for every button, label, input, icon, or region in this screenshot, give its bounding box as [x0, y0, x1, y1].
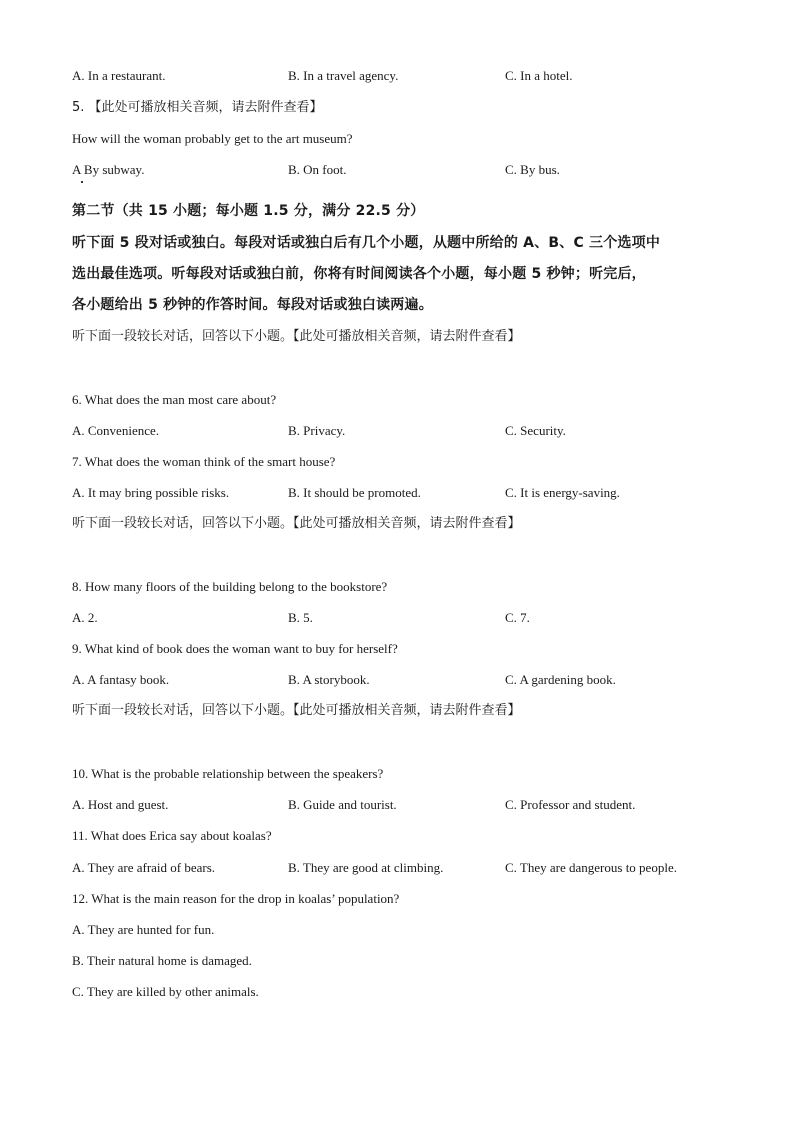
q4-options: [0, 68, 794, 84]
q5-option-b: B. On foot.: [288, 162, 347, 177]
q8-question: 8. How many floors of the building belong to the bookstore?: [72, 579, 388, 594]
q9-options: [0, 672, 794, 688]
q7-options: [0, 485, 794, 501]
audio-note-1[interactable]: 听下面一段较长对话，回答以下小题。【此处可播放相关音频，请去附件查看】: [72, 329, 521, 344]
q11-option-c: C. They are dangerous to people.: [505, 860, 677, 875]
q6-option-a: A. Convenience.: [72, 423, 160, 438]
q10-question: 10. What is the probable relationship between the speakers?: [72, 766, 384, 781]
q10-option-c: C. Professor and student.: [505, 797, 636, 812]
q10-option-a: A. Host and guest.: [72, 797, 169, 812]
q8-options: [0, 610, 794, 626]
q12-option-b: B. Their natural home is damaged.: [72, 953, 252, 968]
q8-option-b: B. 5.: [288, 610, 313, 625]
q5-option-a: A By subway.: [72, 162, 145, 177]
section2-heading: 第二节（共 15 小题；每小题 1.5 分，满分 22.5 分）: [72, 203, 425, 219]
q11-option-a: A. They are afraid of bears.: [72, 860, 216, 875]
stray-mark: [81, 181, 83, 183]
q11-options: [0, 860, 794, 876]
q8-option-c: C. 7.: [505, 610, 530, 625]
q4-option-c: C. In a hotel.: [505, 68, 573, 83]
q7-option-a: A. It may bring possible risks.: [72, 485, 230, 500]
q12-option-a: A. They are hunted for fun.: [72, 922, 215, 937]
audio-note-2[interactable]: 听下面一段较长对话，回答以下小题。【此处可播放相关音频，请去附件查看】: [72, 516, 521, 531]
q5-label[interactable]: 5. 【此处可播放相关音频，请去附件查看】: [72, 100, 323, 115]
q4-option-b: B. In a travel agency.: [288, 68, 399, 83]
q5-option-c: C. By bus.: [505, 162, 560, 177]
q6-options: [0, 423, 794, 439]
q11-option-b: B. They are good at climbing.: [288, 860, 444, 875]
q5-options: [0, 162, 794, 178]
q9-question: 9. What kind of book does the woman want to buy for herself?: [72, 641, 398, 656]
q9-option-c: C. A gardening book.: [505, 672, 616, 687]
q7-option-c: C. It is energy-saving.: [505, 485, 620, 500]
q7-question: 7. What does the woman think of the smart house?: [72, 454, 336, 469]
q6-question: 6. What does the man most care about?: [72, 392, 277, 407]
section2-instruction-line3: 各小题给出 5 秒钟的作答时间。每段对话或独白读两遍。: [72, 297, 433, 313]
q8-option-a: A. 2.: [72, 610, 98, 625]
q5-question: How will the woman probably get to the art museum?: [72, 131, 353, 146]
q7-option-b: B. It should be promoted.: [288, 485, 421, 500]
audio-note-3[interactable]: 听下面一段较长对话，回答以下小题。【此处可播放相关音频，请去附件查看】: [72, 703, 521, 718]
q6-option-b: B. Privacy.: [288, 423, 346, 438]
q9-option-b: B. A storybook.: [288, 672, 370, 687]
q6-option-c: C. Security.: [505, 423, 566, 438]
q11-question: 11. What does Erica say about koalas?: [72, 828, 272, 843]
q9-option-a: A. A fantasy book.: [72, 672, 170, 687]
q10-option-b: B. Guide and tourist.: [288, 797, 397, 812]
section2-instruction-line1: 听下面 5 段对话或独白。每段对话或独白后有几个小题，从题中所给的 A、B、C 三个选项中: [72, 235, 661, 251]
q12-question: 12. What is the main reason for the drop in koalas’ population?: [72, 891, 400, 906]
q10-options: [0, 797, 794, 813]
section2-instruction-line2: 选出最佳选项。听每段对话或独白前，你将有时间阅读各个小题，每小题 5 秒钟；听完后，: [72, 266, 646, 282]
q4-option-a: A. In a restaurant.: [72, 68, 166, 83]
q12-option-c: C. They are killed by other animals.: [72, 984, 259, 999]
